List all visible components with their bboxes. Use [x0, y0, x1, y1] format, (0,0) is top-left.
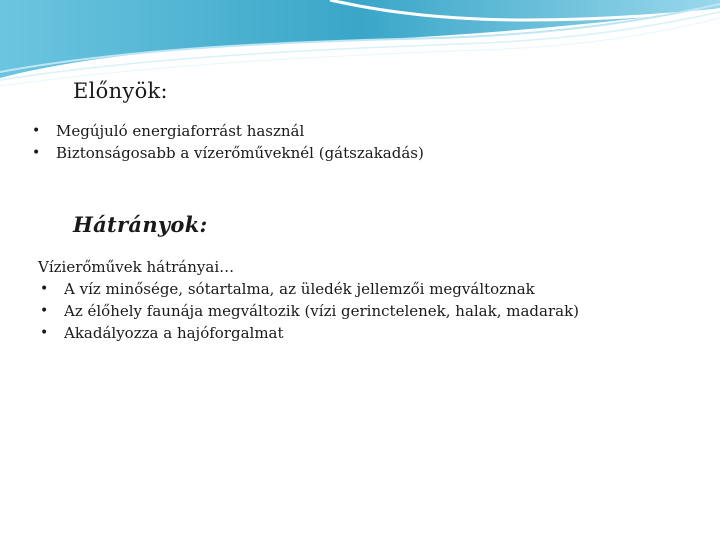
disadvantages-list — [38, 278, 579, 344]
disadvantages-heading: Hátrányok: — [73, 212, 208, 237]
disadvantages-section — [38, 256, 580, 342]
list-item: • A víz minősége, sótartalma, az üledék jellemzői megváltoznak — [38, 278, 579, 300]
disadvantages-intro: Vízierőművek hátrányai… — [38, 258, 235, 276]
header-wave-decoration — [0, 0, 720, 90]
list-item: • Megújuló energiaforrást használ — [30, 120, 424, 142]
list-item: • Az élőhely faunája megváltozik (vízi gerinctelenek, halak, madarak) — [38, 300, 579, 322]
advantages-list — [30, 120, 424, 164]
advantages-heading: Előnyök: — [73, 79, 168, 103]
list-item: • Biztonságosabb a vízerőműveknél (gátszakadás) — [30, 142, 424, 164]
list-item: • Akadályozza a hajóforgalmat — [38, 322, 579, 344]
